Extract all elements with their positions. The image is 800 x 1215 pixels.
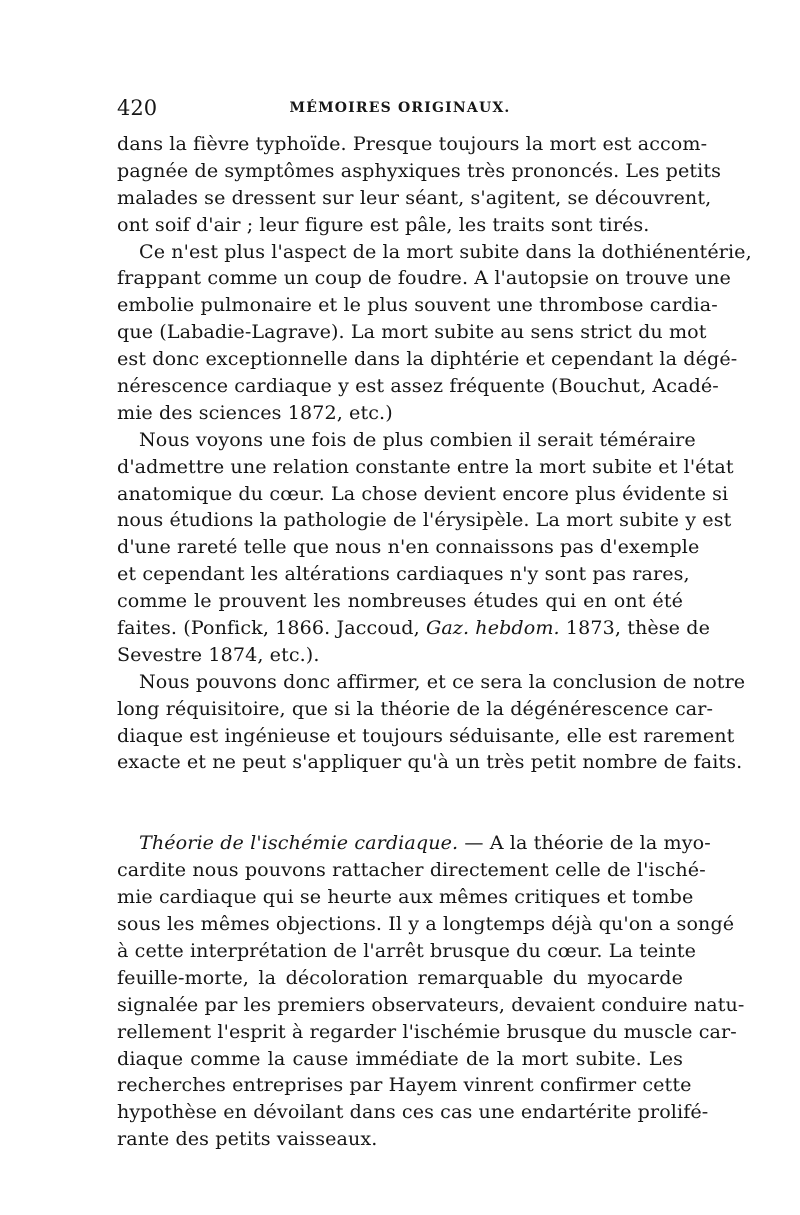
running-head — [117, 95, 683, 121]
text-line: Nous pouvons donc affirmer, et ce sera la conclusion de notre — [139, 669, 746, 693]
text-line: diaque comme la cause immédiate de la mort subite. Les — [117, 1046, 683, 1070]
citation-line — [117, 615, 710, 642]
text-line: dans la fièvre typhoïde. Presque toujours la mort est accom- — [117, 132, 708, 155]
text-line: est donc exceptionnelle dans la diphtérie et cependant la dégé- — [117, 347, 738, 371]
text-line: que (Labadie-Lagrave). La mort subite au sens strict du mot — [117, 320, 707, 344]
text-line: recherches entreprises par Hayem vinrent confirmer cette — [117, 1073, 692, 1097]
citation-text: faites. (Ponfick, 1866. Jaccoud, — [117, 616, 426, 640]
page-number: 420 — [117, 96, 158, 120]
text-line: mie des sciences 1872, etc.) — [117, 400, 393, 424]
text-line: sous les mêmes objections. Il y a longtemps déjà qu'on a songé — [117, 912, 735, 936]
citation-text: 1873, thèse de — [559, 616, 710, 640]
text-line: nous étudions la pathologie de l'érysipèle. La mort subite y est — [117, 508, 732, 532]
journal-title: Gaz. hebdom. — [425, 616, 560, 640]
paragraph-5 — [117, 830, 745, 1153]
text-line: comme le prouvent les nombreuses études qui en ont été — [117, 589, 683, 613]
text-line: à cette interprétation de l'arrêt brusque du cœur. La teinte — [117, 938, 697, 962]
text-line: long réquisitoire, que si la théorie de la dégénérescence car- — [117, 696, 714, 720]
text-line: et cependant les altérations cardiaques n'y sont pas rares, — [117, 562, 690, 586]
paragraph-4 — [117, 669, 746, 777]
text-line: hypothèse en dévoilant dans ces cas une endartérite prolifé- — [117, 1100, 709, 1124]
text-line: diaque est ingénieuse et toujours séduisante, elle est rarement — [117, 723, 735, 747]
text-line: pagnée de symptômes asphyxiques très prononcés. Les petits — [117, 158, 722, 182]
text-line: signalée par les premiers observateurs, devaient conduire natu- — [117, 992, 745, 1016]
text-line: anatomique du cœur. La chose devient encore plus évidente si — [117, 481, 729, 505]
text-line: rellement l'esprit à regarder l'ischémie brusque du muscle car- — [117, 1019, 737, 1043]
text-line: nérescence cardiaque y est assez fréquente (Bouchut, Acadé- — [117, 374, 719, 398]
running-title: MÉMOIRES ORIGINAUX. — [289, 100, 511, 116]
text-line: embolie pulmonaire et le plus souvent une thrombose cardia- — [117, 293, 718, 317]
text-line: Ce n'est plus l'aspect de la mort subite dans la dothiénentérie, — [139, 239, 752, 263]
section-heading-line — [117, 830, 711, 857]
text-line: mie cardiaque qui se heurte aux mêmes critiques et tombe — [117, 885, 694, 909]
section-spacer — [117, 776, 683, 830]
paragraph-3 — [117, 427, 734, 669]
text-line: exacte et ne peut s'appliquer qu'à un très petit nombre de faits. — [117, 750, 743, 774]
text-line: Nous voyons une fois de plus combien il serait téméraire — [139, 427, 696, 451]
text-line: d'une rareté telle que nous n'en connaissons pas d'exemple — [117, 535, 700, 559]
text-line: d'admettre une relation constante entre la mort subite et l'état — [117, 454, 734, 478]
text-line: cardite nous pouvons rattacher directement celle de l'isché- — [117, 858, 706, 882]
text-line: frappant comme un coup de foudre. A l'autopsie on trouve une — [117, 266, 731, 290]
paragraph-2 — [117, 239, 752, 427]
text-line: malades se dressent sur leur séant, s'agitent, se découvrent, — [117, 185, 712, 209]
section-heading: Théorie de l'ischémie cardiaque. — [139, 831, 459, 855]
body-text — [117, 131, 752, 1153]
text-line: rante des petits vaisseaux. — [117, 1127, 378, 1151]
heading-rest: — A la théorie de la myo- — [458, 831, 711, 855]
text-line: ont soif d'air ; leur figure est pâle, les traits sont tirés. — [117, 212, 650, 236]
text-line: Sevestre 1874, etc.). — [117, 642, 320, 666]
text-line: feuille-morte, la décoloration remarquable du myocarde — [117, 965, 683, 989]
paragraph-1 — [117, 131, 722, 239]
